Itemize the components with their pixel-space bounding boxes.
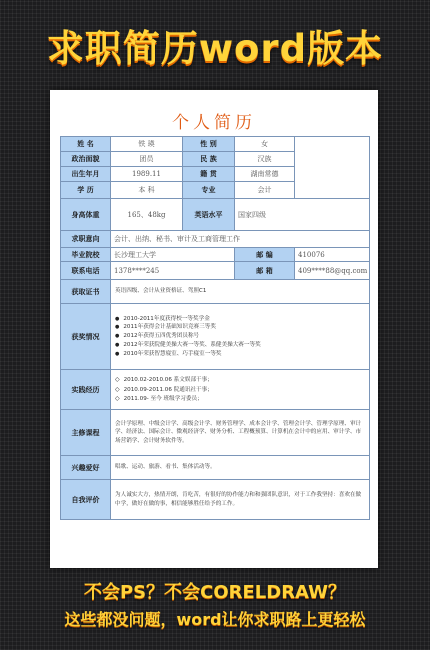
intent-value: 会计、出纳、秘书、审计及工商管理工作: [111, 231, 370, 248]
birth-label: 出生年月: [61, 167, 111, 182]
certs-label: 获取证书: [61, 280, 111, 304]
table-row: [61, 280, 370, 304]
courses-label: 主修课程: [61, 410, 111, 456]
table-row: [61, 370, 370, 410]
headline: 求职简历word版本: [46, 27, 384, 70]
footer-line-2: 这些都没问题，word让你求职路上更轻松: [64, 610, 366, 629]
intent-label: 求职意向: [61, 231, 111, 248]
gender-label: 性 别: [183, 137, 235, 152]
practice-list: [111, 370, 370, 410]
gender-value: 女: [235, 137, 295, 152]
list-item: ● 2011年获得会计基础知识竞赛三等奖: [115, 323, 365, 332]
table-row: [61, 304, 370, 370]
phone-label: 联系电话: [61, 262, 111, 280]
name-label: 姓 名: [61, 137, 111, 152]
courses-value: 会计学原理、中级会计学、高级会计学、财务管理学、成本会计学、管理会计学、管理学原理、审计学、经济法、国际会计、微观经济学、财务分析、工程概预算、计算机在会计中的应用、审计学、市场营销学、会计财务软件等。: [111, 410, 370, 456]
table-row: [61, 248, 370, 262]
resume-title: 个人简历: [172, 113, 256, 133]
self-value: 为人诚实大方，热情开朗，肯吃苦，有很好的协作能力和和强团队意识，对于工作我坚持：喜欢在做中学，做好在做的事，相信能够胜任给予的工作。: [111, 480, 370, 520]
table-row: [61, 137, 370, 152]
table-row: [61, 231, 370, 248]
awards-label: 获奖情况: [61, 304, 111, 370]
awards-list: [111, 304, 370, 370]
email-value: 409****88@qq.com: [295, 262, 370, 280]
major-label: 专业: [183, 182, 235, 199]
ethnicity-label: 民 族: [183, 152, 235, 167]
english-value: 国家四级: [235, 199, 370, 231]
list-item: ● 2012年获得五四优秀团员称号: [115, 332, 365, 341]
birth-value: 1989.11: [111, 167, 183, 182]
email-label: 邮 箱: [235, 262, 295, 280]
education-label: 学 历: [61, 182, 111, 199]
resume-page: [50, 90, 378, 568]
photo-area: [295, 137, 370, 199]
list-item: ● 2012年荣获院健美操大赛一等奖、系健美操大赛一等奖: [115, 341, 365, 350]
height-label: 身高体重: [61, 199, 111, 231]
list-item: ● 2010年荣获智慧寝室、巧手寝室一等奖: [115, 350, 365, 359]
table-row: [61, 480, 370, 520]
list-item: ◇ 2011.09- 至今 班级学习委员；: [115, 394, 365, 404]
self-label: 自我评价: [61, 480, 111, 520]
table-row: [61, 262, 370, 280]
hobby-value: 唱歌、运动、旅游、看书、集体活动等。: [111, 456, 370, 480]
certs-value: 英语四级、会计从业资格证、驾照C1: [111, 280, 370, 304]
phone-value: 1378****245: [111, 262, 235, 280]
school-value: 长沙理工大学: [111, 248, 235, 262]
political-label: 政治面貌: [61, 152, 111, 167]
footer-line-1: 不会PS？不会CORELDRAW？: [83, 582, 347, 603]
list-item: ● 2010-2011年度获得校一等奖学金: [115, 315, 365, 324]
resume-table: [60, 136, 370, 520]
school-label: 毕业院校: [61, 248, 111, 262]
zip-value: 410076: [295, 248, 370, 262]
practice-label: 实践经历: [61, 370, 111, 410]
english-label: 英语水平: [183, 199, 235, 231]
table-row: [61, 199, 370, 231]
political-value: 团员: [111, 152, 183, 167]
table-row: [61, 456, 370, 480]
table-row: [61, 410, 370, 456]
education-value: 本 科: [111, 182, 183, 199]
major-value: 会计: [235, 182, 295, 199]
ethnicity-value: 汉族: [235, 152, 295, 167]
height-value: 165、48kg: [111, 199, 183, 231]
list-item: ◇ 2010.02-2010.06 系文娱部干事；: [115, 375, 365, 385]
origin-label: 籍 贯: [183, 167, 235, 182]
list-item: ◇ 2010.09-2011.06 院通讯社干事；: [115, 385, 365, 395]
name-value: 铁 瑛: [111, 137, 183, 152]
hobby-label: 兴趣爱好: [61, 456, 111, 480]
origin-value: 湖南常德: [235, 167, 295, 182]
zip-label: 邮 编: [235, 248, 295, 262]
